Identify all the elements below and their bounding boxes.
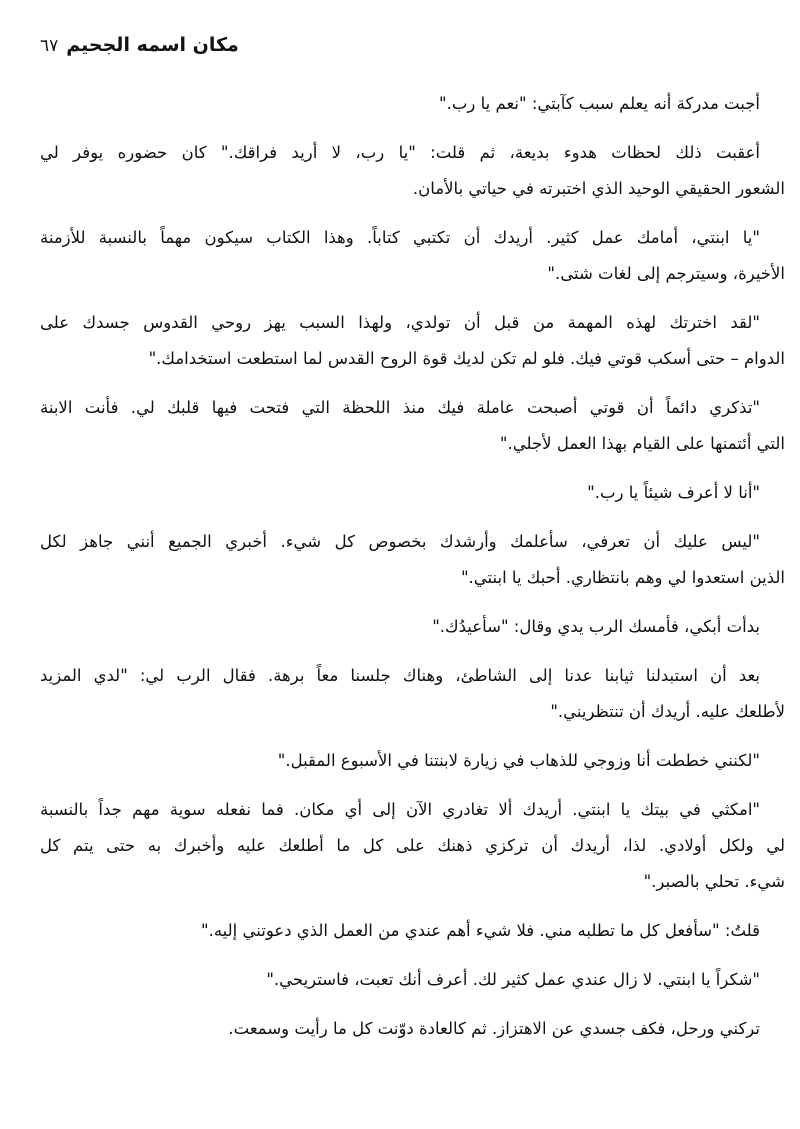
running-header	[40, 34, 239, 56]
page-body	[40, 86, 785, 1060]
paragraph	[40, 1011, 785, 1047]
text-line: تركني ورحل، فكف جسدي عن الاهتزاز. ثم كالعادة دوّنت كل ما رأيت وسمعت.	[228, 1019, 760, 1038]
paragraph	[40, 475, 785, 511]
text-line: الأخيرة، وسيترجم إلى لغات شتى."	[547, 264, 785, 283]
paragraph	[40, 86, 785, 122]
paragraph	[40, 390, 785, 462]
paragraph	[40, 658, 785, 730]
text-line: الشعور الحقيقي الوحيد الذي اختبرته في حياتي بالأمان.	[412, 179, 785, 198]
text-line: أعقبت ذلك لحظات هدوء بديعة، ثم قلت: "يا رب، لا أريد فراقك." كان حضوره يوفر لي	[40, 143, 760, 162]
running-title: مكان اسمه الجحيم	[66, 34, 239, 56]
text-line: "لقد اخترتك لهذه المهمة من قبل أن تولدي، ولهذا السبب يهز روحي القدوس جسدك على	[40, 313, 760, 332]
text-line: الذين استعدوا لي وهم بانتظاري. أحبك يا ابنتي."	[460, 568, 785, 587]
text-line: "أنا لا أعرف شيئاً يا رب."	[587, 483, 760, 502]
paragraph	[40, 743, 785, 779]
text-line: "امكثي في بيتك يا ابنتي. أريدك ألا تغادري الآن إلى أي مكان. فما نفعله سوية مهم جداً بالنسبة	[40, 800, 760, 819]
paragraph	[40, 135, 785, 207]
paragraph	[40, 220, 785, 292]
text-line: "شكراً يا ابنتي. لا زال عندي عمل كثير لك. أعرف أنك تعبت، فاستريحي."	[266, 970, 760, 989]
text-line: التي أئتمنها على القيام بهذا العمل لأجلي."	[499, 434, 785, 453]
text-line: لأطلعك عليه. أريدك أن تنتظريني."	[550, 702, 785, 721]
paragraph	[40, 792, 785, 900]
page-number: ٦٧	[40, 36, 59, 56]
paragraph	[40, 524, 785, 596]
text-line: "تذكري دائماً أن قوتي أصبحت عاملة فيك منذ اللحظة التي فتحت فيها قلبك لي. فأنت الابنة	[40, 398, 760, 417]
text-line: الدوام – حتى أسكب قوتي فيك. فلو لم تكن لديك قوة الروح القدس لما استطعت استخدامك."	[148, 349, 785, 368]
text-line: أجبت مدركة أنه يعلم سبب كآبتي: "نعم يا رب."	[439, 94, 760, 113]
text-line: "لكنني خططت أنا وزوجي للذهاب في زيارة لابنتنا في الأسبوع المقبل."	[277, 751, 760, 770]
paragraph	[40, 609, 785, 645]
text-line: "ليس عليك أن تعرفي، سأعلمك وأرشدك بخصوص كل شيء. أخبري الجميع أنني جاهز لكل	[40, 532, 760, 551]
text-line: بدأت أبكي، فأمسك الرب يدي وقال: "سأعيدُك."	[432, 617, 760, 636]
text-line: "يا ابنتي، أمامك عمل كثير. أريدك أن تكتبي كتاباً. وهذا الكتاب سيكون مهماً بالنسبة للأزمنة	[40, 228, 760, 247]
text-line: بعد أن استبدلنا ثيابنا عدنا إلى الشاطئ، وهناك جلسنا معاً برهة. فقال الرب لي: "لدي المزيد	[40, 666, 760, 685]
text-line: قلتُ: "سأفعل كل ما تطلبه مني. فلا شيء أهم عندي من العمل الذي دعوتني إليه."	[200, 921, 760, 940]
text-line: لي ولكل أولادي. لذا، أريدك أن تركزي ذهنك على كل ما أطلعك عليه وأخبرك به حتى يتم كل	[40, 836, 785, 855]
paragraph	[40, 962, 785, 998]
paragraph	[40, 305, 785, 377]
text-line: شيء. تحلي بالصبر."	[643, 872, 785, 891]
paragraph	[40, 913, 785, 949]
